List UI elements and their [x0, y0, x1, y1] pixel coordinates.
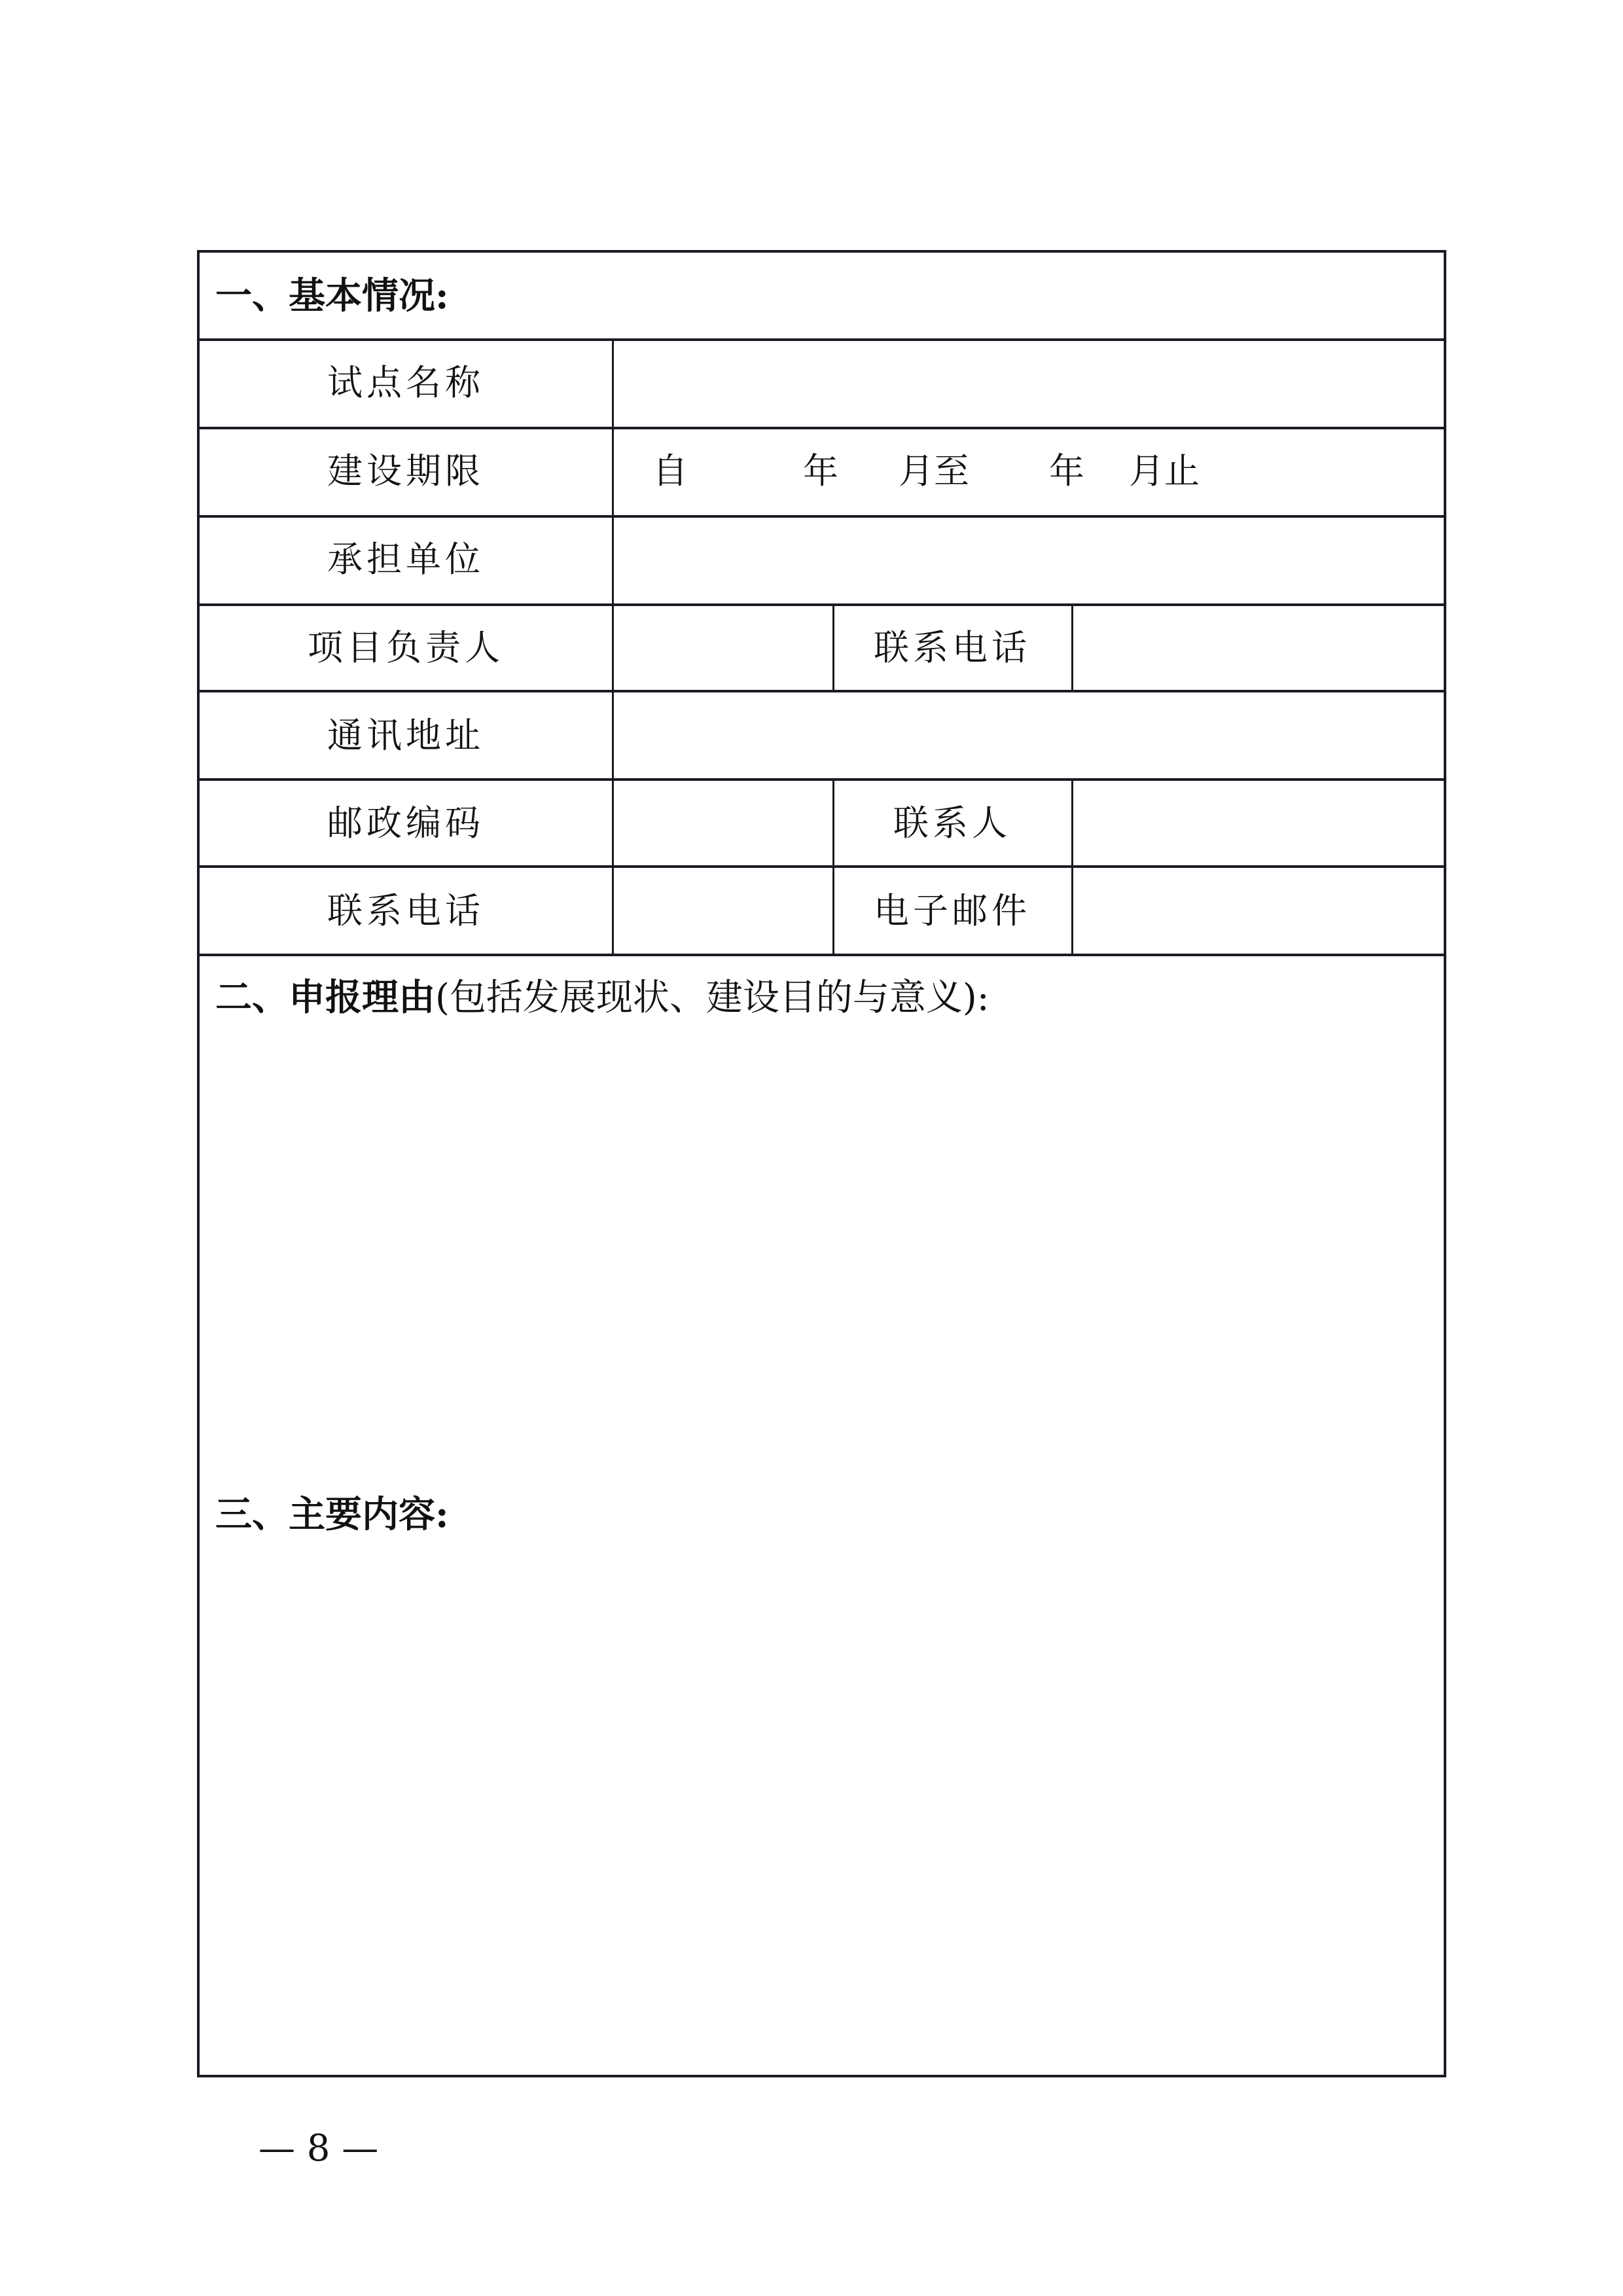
label-postcode: 邮政编码 — [327, 802, 484, 844]
section1-title: 一、基本情况: — [215, 274, 449, 317]
label-period: 建设期限 — [327, 450, 484, 492]
period-year1: 年 — [803, 450, 838, 492]
period-month-to: 月至 — [899, 450, 969, 492]
label-email: 电子邮件 — [874, 890, 1031, 931]
label-unit: 承担单位 — [327, 539, 484, 580]
row-divider — [200, 427, 1444, 429]
row-divider — [200, 954, 1444, 956]
period-year2: 年 — [1049, 450, 1084, 492]
period-month-end: 月止 — [1129, 450, 1200, 492]
label-phone: 联系电话 — [874, 627, 1031, 668]
section2-title — [215, 976, 990, 1019]
col-divider — [832, 603, 834, 690]
col-divider — [1071, 778, 1073, 954]
row-divider — [200, 690, 1444, 692]
section2-heading: 二、申报理由 — [215, 976, 435, 1019]
page-number: — 8 — — [259, 2127, 379, 2170]
row-divider — [200, 338, 1444, 341]
label-contact: 联系人 — [893, 802, 1011, 844]
row-divider — [200, 865, 1444, 868]
label-address: 通讯地址 — [327, 715, 484, 756]
col-divider — [832, 778, 834, 954]
label-phone-2: 联系电话 — [327, 890, 484, 931]
label-pilot-name: 试点名称 — [327, 362, 484, 403]
section3-title: 三、主要内容: — [215, 1493, 449, 1536]
period-from: 自 — [652, 450, 688, 492]
col-divider — [1071, 603, 1073, 690]
application-form-table — [197, 250, 1446, 2077]
section2-subtitle: (包括发展现状、建设目的与意义): — [435, 977, 990, 1019]
label-project-lead: 项目负责人 — [308, 627, 504, 668]
row-divider — [200, 778, 1444, 781]
row-divider — [200, 603, 1444, 606]
col-divider — [612, 338, 614, 954]
row-divider — [200, 515, 1444, 518]
